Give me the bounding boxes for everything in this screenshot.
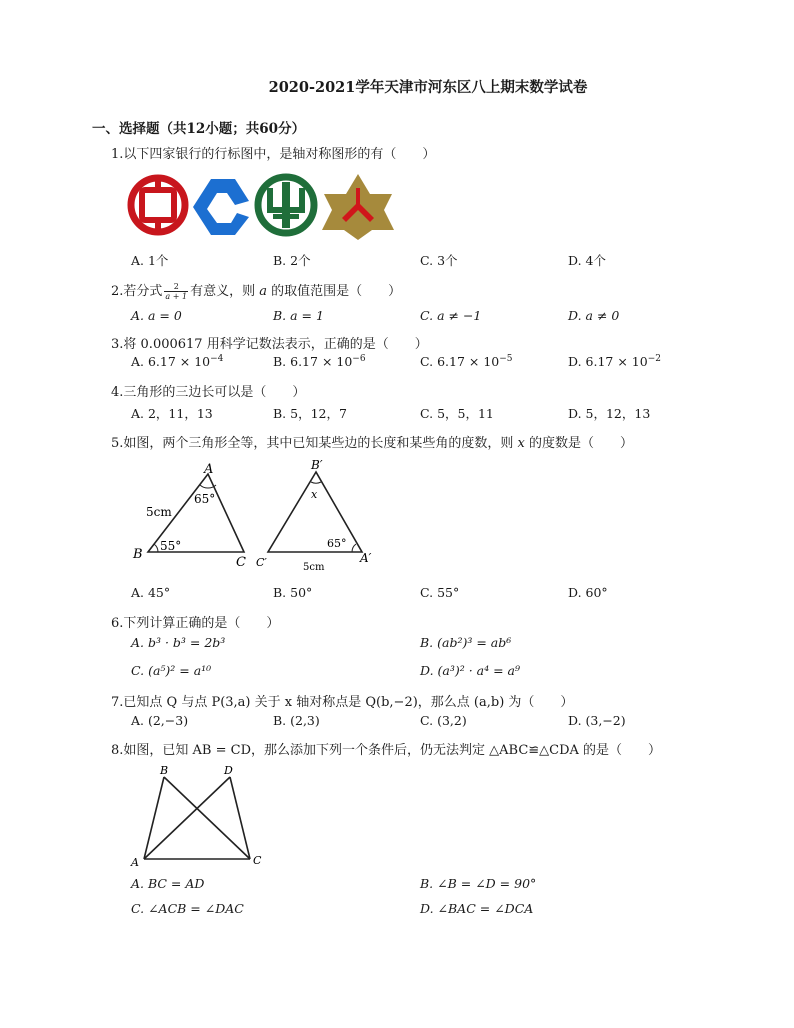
- question-3-stem: 3.将 0.000617 用科学记数法表示，正确的是（ ）: [111, 337, 428, 352]
- q2-stem-pre: 2.若分式: [111, 284, 163, 299]
- q6-option-d[interactable]: D. (a³)² · a⁴ = a⁹: [420, 663, 521, 678]
- q7-option-d[interactable]: D. (3,−2): [568, 713, 626, 728]
- q3-b-base: B. 6.17 × 10: [273, 354, 353, 370]
- q5-option-b[interactable]: B. 50°: [273, 585, 313, 600]
- q6-option-a[interactable]: A. b³ · b³ = 2b³: [131, 635, 226, 650]
- angle-a2-arc: [352, 544, 356, 552]
- angle-b2-arc: [311, 482, 321, 483]
- q4-option-d[interactable]: D. 5，12，13: [568, 406, 651, 421]
- q2-option-c[interactable]: C. a ≠ −1: [420, 308, 482, 323]
- label-b: B: [133, 547, 143, 562]
- bank-of-china-logo: [131, 175, 185, 235]
- question-5-stem: [111, 432, 633, 451]
- q2-frac-num: 2: [164, 282, 188, 292]
- q3-b-exp: −6: [352, 354, 366, 364]
- q1-option-d[interactable]: D. 4个: [568, 253, 606, 268]
- label-b: B: [160, 764, 169, 777]
- angle-a-value: 65°: [194, 492, 216, 506]
- q4-option-a[interactable]: A. 2，11，13: [131, 406, 213, 421]
- q2-stem-mid: 有意义，则: [190, 284, 256, 299]
- question-2-stem: [111, 280, 401, 301]
- label-d: D: [224, 764, 233, 777]
- ccb-logo: [193, 179, 249, 235]
- bank-logos: [126, 170, 396, 244]
- exam-title: 2020-2021学年天津市河东区八上期末数学试卷: [268, 79, 588, 96]
- q5-var: x: [517, 436, 525, 451]
- label-a: A: [131, 856, 139, 869]
- question-8-stem: 8.如图，已知 AB = CD，那么添加下列一个条件后，仍无法判定 △ABC≌△CDA 的是（ ）: [111, 743, 662, 758]
- q3-d-exp: −2: [647, 354, 661, 364]
- abc-logo: [258, 177, 314, 233]
- q2-option-a[interactable]: A. a = 0: [131, 308, 182, 323]
- q8-option-b[interactable]: B. ∠B = ∠D = 90°: [420, 876, 537, 891]
- q6-option-b[interactable]: B. (ab²)³ = ab⁶: [420, 635, 512, 650]
- q7-option-b[interactable]: B. (2,3): [273, 713, 320, 728]
- q5-stem-pre: 5.如图，两个三角形全等，其中已知某些边的长度和某些角的度数，则: [111, 436, 514, 451]
- q1-option-c[interactable]: C. 3个: [420, 253, 458, 268]
- cb-logo: [322, 174, 394, 240]
- q5-figure: [130, 458, 390, 582]
- question-7-stem: 7.已知点 Q 与点 P(3,a) 关于 x 轴对称点是 Q(b,−2)，那么点 (a,b) 为（ ）: [111, 695, 574, 710]
- q2-option-d[interactable]: D. a ≠ 0: [568, 308, 620, 323]
- q5-option-d[interactable]: D. 60°: [568, 585, 608, 600]
- q4-option-b[interactable]: B. 5，12，7: [273, 406, 347, 421]
- q5-stem-post: 的度数是（ ）: [529, 436, 634, 451]
- q2-stem-post: 的取值范围是（ ）: [271, 284, 402, 299]
- q3-option-a[interactable]: [131, 354, 223, 369]
- q3-option-c[interactable]: [420, 354, 513, 369]
- side-a2c2-length: 5cm: [303, 562, 325, 573]
- q5-option-c[interactable]: C. 55°: [420, 585, 460, 600]
- angle-x: x: [311, 488, 318, 501]
- side-ab-length: 5cm: [146, 505, 172, 519]
- q5-option-a[interactable]: A. 45°: [131, 585, 171, 600]
- label-a2: A′: [360, 551, 372, 565]
- triangle-a2b2c2: [268, 472, 362, 552]
- label-c: C: [236, 555, 246, 570]
- q8-option-c[interactable]: C. ∠ACB = ∠DAC: [131, 901, 244, 916]
- q2-fraction: [164, 282, 188, 301]
- q3-a-base: A. 6.17 × 10: [131, 354, 211, 370]
- q8-option-d[interactable]: D. ∠BAC = ∠DCA: [420, 901, 534, 916]
- q3-option-b[interactable]: [273, 354, 366, 369]
- question-1-stem: 1.以下四家银行的行标图中，是轴对称图形的有（ ）: [111, 147, 436, 162]
- question-4-stem: 4.三角形的三边长可以是（ ）: [111, 385, 306, 400]
- angle-a2-value: 65°: [327, 537, 347, 550]
- q3-c-exp: −5: [499, 354, 513, 364]
- q8-option-a[interactable]: A. BC = AD: [131, 876, 205, 891]
- q7-option-c[interactable]: C. (3,2): [420, 713, 467, 728]
- angle-b-value: 55°: [160, 539, 182, 553]
- q2-option-b[interactable]: B. a = 1: [273, 308, 324, 323]
- q3-d-base: D. 6.17 × 10: [568, 354, 648, 370]
- label-c2: C′: [256, 556, 267, 569]
- q2-frac-den: a + 1: [165, 292, 188, 301]
- q1-option-b[interactable]: B. 2个: [273, 253, 311, 268]
- label-a: A: [204, 462, 214, 477]
- angle-b-arc: [154, 544, 158, 552]
- label-c: C: [253, 854, 262, 867]
- q6-option-c[interactable]: C. (a⁵)² = a¹⁰: [131, 663, 212, 678]
- q2-var: a: [259, 284, 267, 299]
- q3-c-base: C. 6.17 × 10: [420, 354, 500, 370]
- q4-option-c[interactable]: C. 5，5，11: [420, 406, 494, 421]
- label-b2: B′: [311, 458, 323, 472]
- q8-figure: [128, 762, 273, 876]
- q3-option-d[interactable]: [568, 354, 661, 369]
- q1-option-a[interactable]: A. 1个: [131, 253, 169, 268]
- section-heading: 一、选择题（共12小题；共60分）: [92, 121, 306, 137]
- q3-a-exp: −4: [210, 354, 224, 364]
- question-6-stem: 6.下列计算正确的是（ ）: [111, 616, 280, 631]
- q7-option-a[interactable]: A. (2,−3): [131, 713, 189, 728]
